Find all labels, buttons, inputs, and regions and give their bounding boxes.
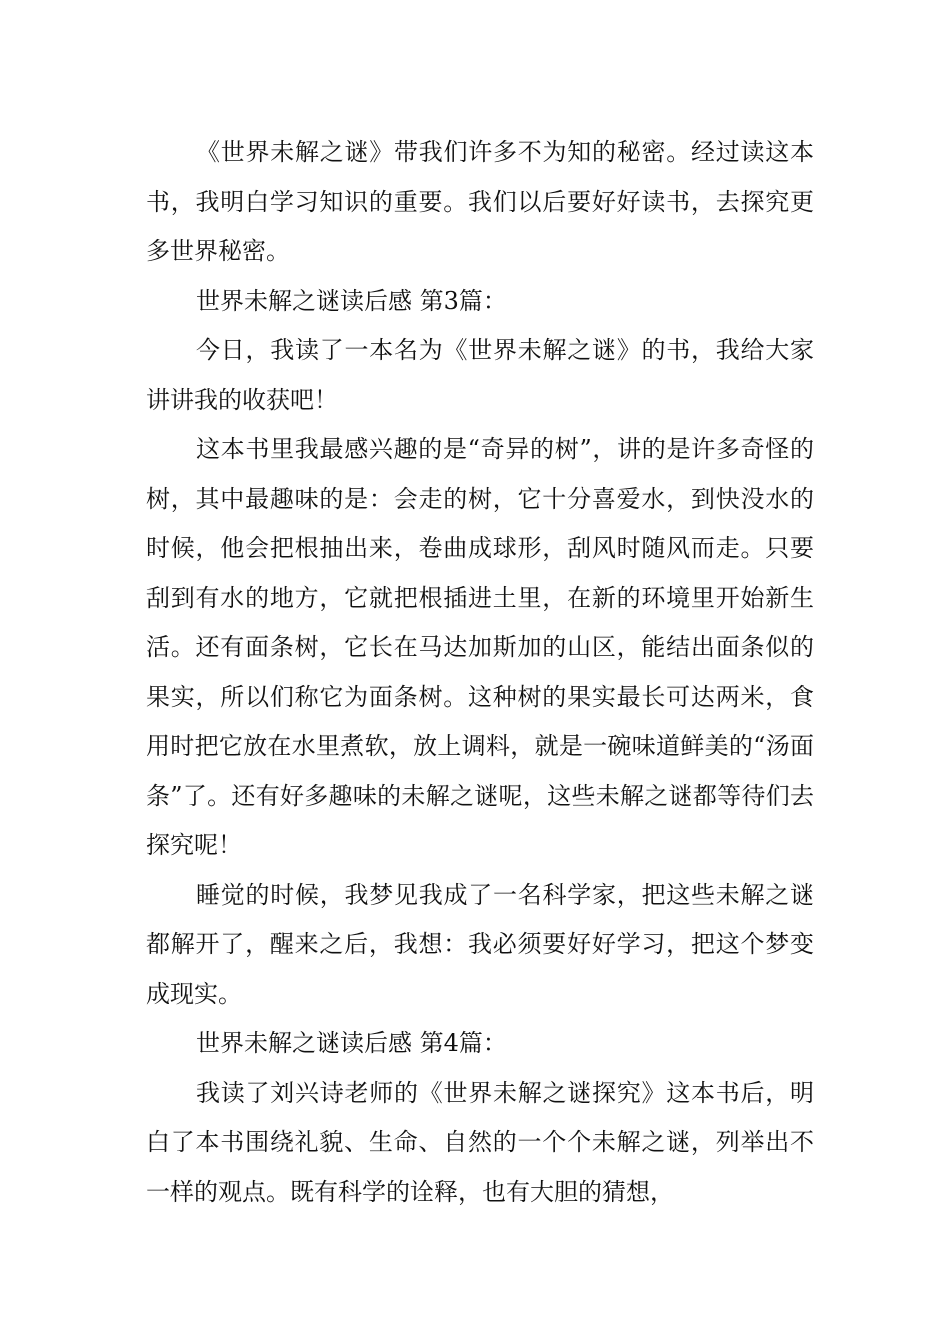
section-heading-4: 世界未解之谜读后感 第4篇： — [196, 1029, 507, 1057]
paragraph-dream-scientist: 睡觉的时候，我梦见我成了一名科学家，把这些未解之谜都解开了，醒来之后，我想：我必须要好好学习，把这个梦变成现实。 — [146, 880, 814, 1008]
paragraph-intro-harvest: 今日，我读了一本名为《世界未解之谜》的书，我给大家讲讲我的收获吧！ — [146, 336, 814, 414]
paragraph-book-secrets: 《世界未解之谜》带我们许多不为知的秘密。经过读这本书，我明白学习知识的重要。我们以后要好好读书，去探究更多世界秘密。 — [146, 138, 814, 265]
paragraph-strange-trees: 这本书里我最感兴趣的是“奇异的树”，讲的是许多奇怪的树，其中最趣味的是：会走的树，它十分喜爱水，到快没水的时候，他会把根抽出来，卷曲成球形，刮风时随风而走。只要刮到有水的地方，它就把根插进土里，在新的环境里开始新生活。还有面条树，它长在马达加斯加的山区，能结出面条似的果实，所以们称它为面条树。这种树的果实最长可达两米，食用时把它放在水里煮软，放上调料，就是一碗味道鲜美的“汤面条”了。还有好多趣味的未解之谜呢，这些未解之谜都等待们去探究呢！ — [146, 435, 814, 859]
document-body — [146, 128, 814, 1217]
section-heading-3: 世界未解之谜读后感 第3篇： — [196, 286, 507, 315]
paragraph-liu-xingshi-book: 我读了刘兴诗老师的《世界未解之谜探究》这本书后，明白了本书围绕礼貌、生命、自然的一个个未解之谜，列举出不一样的观点。既有科学的诠释，也有大胆的猜想， — [146, 1078, 814, 1206]
